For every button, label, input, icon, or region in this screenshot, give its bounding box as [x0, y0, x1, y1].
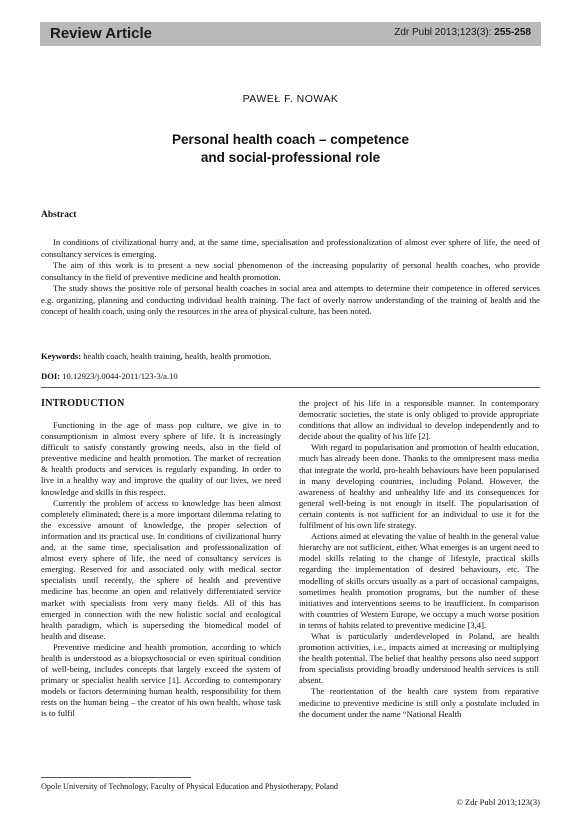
divider — [41, 387, 540, 388]
abstract-paragraph: The study shows the positive role of personal health coaches in social area and attempts to determine their competence in offered services e.g. organizing, planning and conducting individual health training. The fact of overly narrow understanding of the training of health and the concept of health coach, using only the resources in the area of physical culture, has been noted. — [41, 283, 540, 316]
footnote-divider — [41, 777, 191, 778]
body-paragraph: Functioning in the age of mass pop culture, we give in to consumptionism in almost every sphere of life. It is increasingly difficult to satisfy constantly growing needs, also in the field of preventive medicine and health promotion. The market of recreation & health products and services is regularly expanding. In order to live in a healthy way and improve the quality of our lives, we need knowledge and skills in this respect. — [41, 420, 281, 497]
section-heading-introduction: INTRODUCTION — [41, 398, 125, 409]
title-line-2: and social-professional role — [200, 150, 381, 165]
body-paragraph: With regard to popularisation and promotion of health education, much has already been done. Thanks to the omnipresent mass media that integrate the world, pro-health behaviours have been popularised in many developing countries, including Poland. However, the awareness of healthy and unhealthy life and its consequences for general well-being is not enough in itself. The popularisation of certain contents is not sufficient for an individual to use it for the fulfilment of his own life strategy. — [299, 442, 539, 531]
abstract-paragraph: The aim of this work is to present a new social phenomenon of the increasing popularity of personal health coaches, who provide consultancy in the field of preventive medicine and health promotion. — [41, 260, 540, 282]
header-label: Review Article — [50, 25, 152, 42]
article-title — [0, 131, 581, 167]
abstract-heading: Abstract — [41, 210, 77, 220]
body-paragraph: Currently the problem of access to knowledge has been almost completely eliminated; there is a more important dilemma relating to the excessive amount of knowledge, the proper selection of information and its practical use. In conditions of civilizational hurry and, at the same time, specialisation and professionalization of almost every sphere of life, the need of consultancy services is emerging. Reserved for and associated only with medical sector specialists until recently, the sphere of health and preventive medicine has become an open and relatively differentiated service market with specialists from very many fields. All of this has emerged in connection with the new holistic social and ecological health paradigm, which is superseding the biomedical model of health and disease. — [41, 497, 281, 641]
body-paragraph: Preventive medicine and health promotion, according to which health is understood as a biopsychosocial or even spiritual condition of well-being, includes concepts that largely exceed the system of primary or specialist health service [1]. According to contemporary models or factors determining human health, responsibility for them rests on the human being – the creator of his own health, whose task is to fulfil — [41, 641, 281, 719]
doi-value: 10.12923/j.0044-2011/123-3/a.10 — [60, 371, 178, 381]
journal-citation-prefix: Zdr Publ 2013;123(3): — [394, 27, 495, 38]
journal-citation — [394, 27, 531, 38]
affiliation: Opole University of Technology, Faculty of Physical Education and Physiotherapy, Poland — [41, 782, 339, 791]
keywords-text: health coach, health training, health, health promotion. — [81, 351, 272, 361]
keywords-label: Keywords: — [41, 351, 82, 361]
doi-label: DOI: — [41, 371, 61, 381]
body-paragraph: the project of his life in a responsible manner. In contemporary democratic societies, the state is only obliged to provide appropriate conditions that allow an individual to develop independently and to decide about the quality of his life [2]. — [299, 398, 539, 442]
keywords-line — [41, 351, 540, 362]
abstract-paragraph: In conditions of civilizational hurry and, at the same time, specialisation and professionalization of almost ever sphere of life, the need of consultancy services is emerging. — [41, 237, 540, 259]
author-name: PAWEŁ F. NOWAK — [242, 93, 339, 105]
right-column — [299, 398, 539, 720]
title-line-1: Personal health coach – competence — [171, 132, 410, 147]
abstract-body — [41, 237, 540, 318]
body-paragraph: Actions aimed at elevating the value of health in the general value hierarchy are not sufficient, either. What emerges is an urgent need to model skills relating to the change of lifestyle, practical skills regarding the implementation of desired behaviours, etc. The modelling of skills occurs usually as a part of occasional campaigns, sometimes health promotion programs, but the number of these initiatives and interventions seems to be insufficient. In comparison with countries of Western Europe, we occupy a much worse position in terms of habits related to preventive medicine [3,4]. — [299, 531, 539, 630]
copyright: © Zdr Publ 2013;123(3) — [456, 797, 540, 807]
journal-citation-pages: 255-258 — [494, 27, 531, 38]
header-bar — [40, 22, 541, 46]
body-paragraph: What is particularly underdeveloped in Poland, are health promotion activities, i.e., impacts aimed at increasing or multiplying the health potential. The belief that healthy persons also need support from specialists providing broadly understood health services is still absent. — [299, 630, 539, 686]
left-column — [41, 420, 281, 720]
body-paragraph: The reorientation of the health care system from reparative medicine to preventive medicine is still only a postulate included in the document under the name “National Health — [299, 686, 539, 719]
doi-line — [41, 371, 540, 382]
